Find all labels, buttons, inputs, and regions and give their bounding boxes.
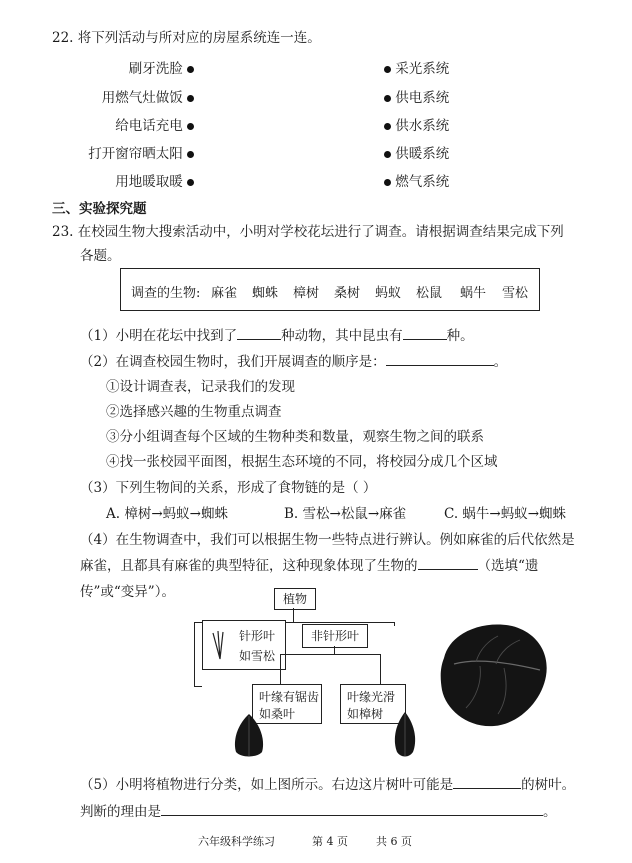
footer-subject: 六年级科学练习 <box>198 835 275 848</box>
needle-leaf-example: 如雪松 <box>239 649 276 663</box>
q23-part1: （1）小明在花坛中找到了 种动物，其中昆虫有 种。 <box>80 328 474 344</box>
non-needle-leaf-box: 非针形叶 <box>302 624 368 648</box>
q23-part5-reason: 判断的理由是 。 <box>80 804 557 820</box>
q23-part4-line3: 传”或“变异”）。 <box>80 584 175 600</box>
option-b[interactable]: B. 雪松→松鼠→麻雀 <box>284 506 407 522</box>
q22-title: 22. 将下列活动与所对应的房屋系统连一连。 <box>52 30 321 46</box>
needle-leaf-label: 针形叶 <box>239 629 276 643</box>
match-dot[interactable] <box>384 179 391 186</box>
smooth-leaf-label: 叶缘光滑 <box>347 690 396 704</box>
connector <box>293 608 294 622</box>
section-heading: 三、实验探究题 <box>52 201 147 217</box>
answer-blank[interactable] <box>418 556 478 570</box>
needle-leaf-icon <box>209 629 231 661</box>
q23-part4: （4）在生物调查中，我们可以根据生物一些特点进行辨认。例如麻雀的后代依然是 <box>80 532 575 548</box>
match-dot[interactable] <box>384 66 391 73</box>
match-dot[interactable] <box>384 95 391 102</box>
q23-part2: （2）在调查校园生物时，我们开展调查的顺序是： 。 <box>80 354 508 370</box>
organisms-label: 调查的生物: <box>131 286 201 301</box>
match-dot[interactable] <box>187 66 194 73</box>
camphor-leaf-icon <box>390 710 420 760</box>
step-item: ④找一张校园平面图，根据生态环境的不同，将校园分成几个区域 <box>106 454 498 470</box>
system-item[interactable]: 燃气系统 <box>384 170 449 190</box>
mulberry-leaf-icon <box>232 712 266 760</box>
organism: 蜘蛛 <box>252 286 279 301</box>
organism: 麻雀 <box>211 286 238 301</box>
answer-blank[interactable] <box>237 326 281 340</box>
connector <box>280 654 281 684</box>
footer-total: 共 6 页 <box>376 835 412 848</box>
organism: 雪松 <box>502 286 529 301</box>
serrated-leaf-label: 叶缘有锯齿 <box>259 690 320 704</box>
connector <box>394 622 395 626</box>
match-dot[interactable] <box>187 123 194 130</box>
system-item[interactable]: 供水系统 <box>384 114 449 134</box>
answer-blank[interactable] <box>453 775 521 789</box>
leaf-photo <box>436 618 552 730</box>
option-a[interactable]: A. 樟树→蚂蚁→蜘蛛 <box>106 506 228 522</box>
footer-page: 第 4 页 <box>312 835 348 848</box>
activity-item[interactable]: 用燃气灶做饭 <box>102 86 194 106</box>
answer-blank[interactable] <box>403 326 447 340</box>
answer-blank[interactable] <box>161 802 543 816</box>
match-dot[interactable] <box>187 151 194 158</box>
q23-part5: （5）小明将植物进行分类，如上图所示。右边这片树叶可能是 的树叶。 <box>80 777 576 793</box>
connector <box>194 686 202 687</box>
system-item[interactable]: 供暖系统 <box>384 142 449 162</box>
system-item[interactable]: 采光系统 <box>384 57 449 77</box>
organisms-box <box>120 268 540 311</box>
match-dot[interactable] <box>384 151 391 158</box>
q23-intro: 23. 在校园生物大搜索活动中，小明对学校花坛进行了调查。请根据调查结果完成下列 <box>52 224 564 240</box>
step-item: ①设计调查表，记录我们的发现 <box>106 379 295 395</box>
system-item[interactable]: 供电系统 <box>384 86 449 106</box>
organism: 松鼠 <box>416 286 443 301</box>
connector <box>334 646 335 654</box>
q23-part3: （3）下列生物间的关系，形成了食物链的是（ ） <box>80 480 377 496</box>
activity-item[interactable]: 刷牙洗脸 <box>129 57 194 77</box>
smooth-leaf-example: 如樟树 <box>347 707 384 721</box>
connector <box>194 622 195 686</box>
activity-item[interactable]: 给电话充电 <box>115 114 194 134</box>
organism: 樟树 <box>293 286 320 301</box>
needle-leaf-box <box>202 620 286 670</box>
match-dot[interactable] <box>187 95 194 102</box>
serrated-leaf-example: 如桑叶 <box>259 707 296 721</box>
diagram-root: 植物 <box>274 588 316 610</box>
match-dot[interactable] <box>384 123 391 130</box>
answer-blank[interactable] <box>386 352 494 366</box>
step-item: ③分小组调查每个区域的生物种类和数量，观察生物之间的联系 <box>106 429 484 445</box>
organism: 蚂蚁 <box>375 286 402 301</box>
step-item: ②选择感兴趣的生物重点调查 <box>106 404 282 420</box>
organism: 蜗牛 <box>460 286 487 301</box>
option-c[interactable]: C. 蜗牛→蚂蚁→蜘蛛 <box>444 506 567 522</box>
activity-item[interactable]: 打开窗帘晒太阳 <box>88 142 194 162</box>
q23-part4-line2: 麻雀，且都具有麻雀的典型特征，这种现象体现了生物的 （选填“遗 <box>80 558 539 574</box>
connector <box>280 654 380 655</box>
organism: 桑树 <box>334 286 361 301</box>
match-dot[interactable] <box>187 179 194 186</box>
connector <box>380 654 381 684</box>
q23-intro-cont: 各题。 <box>80 248 121 264</box>
activity-item[interactable]: 用地暖取暖 <box>115 170 194 190</box>
